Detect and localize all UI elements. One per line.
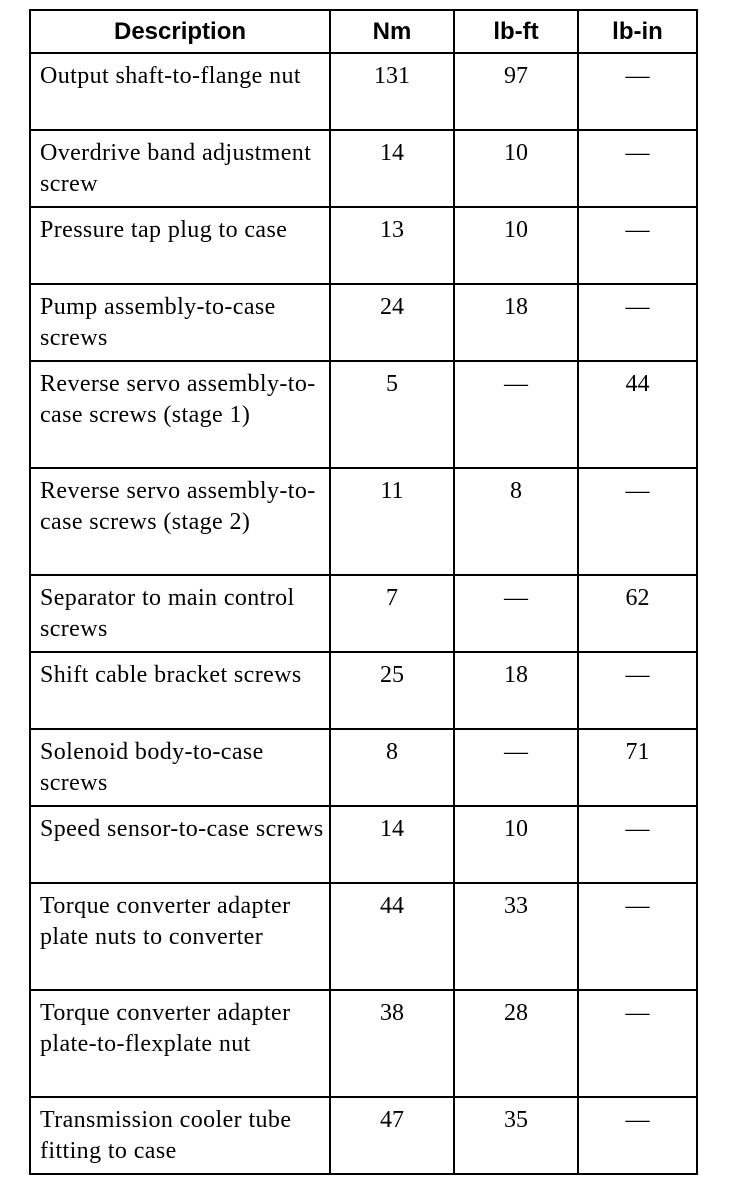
cell-nm: 44 [330, 883, 454, 990]
table-row [30, 130, 697, 207]
cell-description: Torque converter adapter plate nuts to converter [30, 883, 330, 990]
cell-nm: 14 [330, 806, 454, 883]
cell-lbin: — [578, 284, 697, 361]
cell-lbin: — [578, 990, 697, 1097]
cell-lbin: 44 [578, 361, 697, 468]
cell-nm: 38 [330, 990, 454, 1097]
cell-lbft: 8 [454, 468, 578, 575]
cell-lbin: — [578, 883, 697, 990]
cell-lbft: 10 [454, 130, 578, 207]
cell-lbin: — [578, 130, 697, 207]
cell-lbft: — [454, 361, 578, 468]
cell-description: Reverse servo assembly-to-case screws (stage 1) [30, 361, 330, 468]
cell-lbin: 71 [578, 729, 697, 806]
cell-description: Transmission cooler tube fitting to case [30, 1097, 330, 1174]
table-row [30, 729, 697, 806]
table-row [30, 207, 697, 284]
cell-lbft: 28 [454, 990, 578, 1097]
cell-nm: 13 [330, 207, 454, 284]
cell-lbft: 18 [454, 284, 578, 361]
cell-nm: 8 [330, 729, 454, 806]
cell-nm: 7 [330, 575, 454, 652]
cell-nm: 14 [330, 130, 454, 207]
cell-description: Solenoid body-to-case screws [30, 729, 330, 806]
cell-description: Overdrive band adjustment screw [30, 130, 330, 207]
cell-description: Pump assembly-to-case screws [30, 284, 330, 361]
cell-nm: 25 [330, 652, 454, 729]
cell-description: Pressure tap plug to case [30, 207, 330, 284]
cell-lbin: — [578, 53, 697, 130]
cell-lbin: — [578, 207, 697, 284]
cell-description: Reverse servo assembly-to-case screws (stage 2) [30, 468, 330, 575]
header-nm: Nm [330, 10, 454, 53]
cell-lbft: 18 [454, 652, 578, 729]
cell-nm: 5 [330, 361, 454, 468]
cell-lbft: 35 [454, 1097, 578, 1174]
cell-nm: 47 [330, 1097, 454, 1174]
cell-nm: 131 [330, 53, 454, 130]
cell-lbft: — [454, 575, 578, 652]
cell-description: Separator to main control screws [30, 575, 330, 652]
cell-lbin: — [578, 1097, 697, 1174]
table-row [30, 284, 697, 361]
table-row [30, 652, 697, 729]
table-row [30, 575, 697, 652]
header-description: Description [30, 10, 330, 53]
cell-lbft: 10 [454, 806, 578, 883]
header-row [30, 10, 697, 53]
cell-nm: 24 [330, 284, 454, 361]
cell-lbin: — [578, 468, 697, 575]
table-row [30, 361, 697, 468]
table-row [30, 806, 697, 883]
table-row [30, 53, 697, 130]
cell-lbft: 10 [454, 207, 578, 284]
header-lbft: lb-ft [454, 10, 578, 53]
cell-lbft: 97 [454, 53, 578, 130]
cell-lbin: — [578, 652, 697, 729]
cell-nm: 11 [330, 468, 454, 575]
torque-spec-table [29, 9, 698, 1175]
cell-description: Speed sensor-to-case screws [30, 806, 330, 883]
cell-description: Torque converter adapter plate-to-flexplate nut [30, 990, 330, 1097]
table-row [30, 468, 697, 575]
table-row [30, 883, 697, 990]
cell-description: Output shaft-to-flange nut [30, 53, 330, 130]
table-row [30, 990, 697, 1097]
cell-lbft: 33 [454, 883, 578, 990]
cell-lbin: — [578, 806, 697, 883]
cell-lbft: — [454, 729, 578, 806]
cell-description: Shift cable bracket screws [30, 652, 330, 729]
header-lbin: lb-in [578, 10, 697, 53]
cell-lbin: 62 [578, 575, 697, 652]
table-row [30, 1097, 697, 1174]
